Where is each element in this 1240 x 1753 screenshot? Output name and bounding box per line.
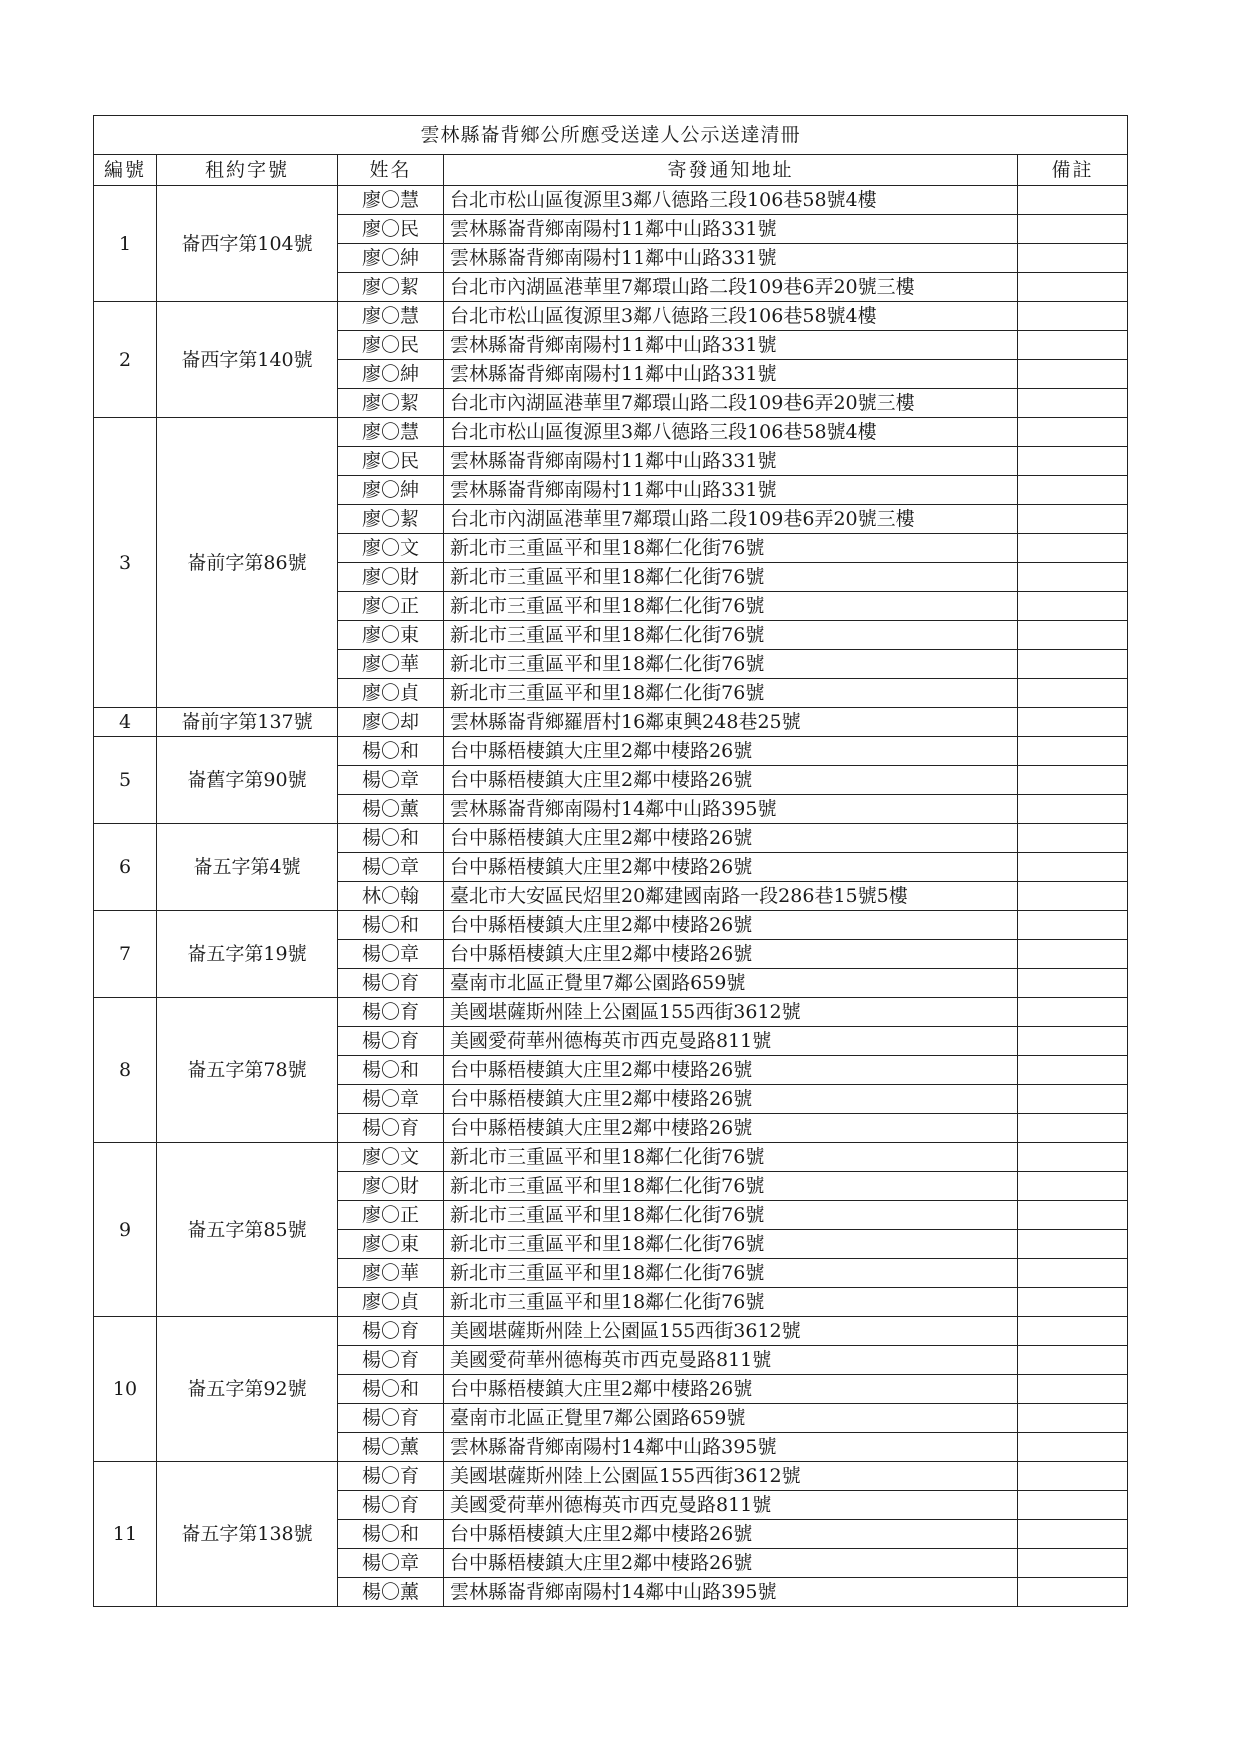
recipient-address: 雲林縣崙背鄉南陽村11鄰中山路331號 — [444, 476, 1018, 505]
recipient-address: 台北市內湖區港華里7鄰環山路二段109巷6弄20號三樓 — [444, 505, 1018, 534]
note-cell — [1018, 824, 1128, 853]
recipient-address: 台中縣梧棲鎮大庄里2鄰中棲路26號 — [444, 853, 1018, 882]
note-cell — [1018, 766, 1128, 795]
recipient-address: 雲林縣崙背鄉南陽村14鄰中山路395號 — [444, 1578, 1018, 1607]
note-cell — [1018, 360, 1128, 389]
note-cell — [1018, 389, 1128, 418]
recipient-address: 美國愛荷華州德梅英市西克曼路811號 — [444, 1027, 1018, 1056]
lease-number: 崙五字第92號 — [157, 1317, 338, 1462]
recipient-address: 臺北市大安區民炤里20鄰建國南路一段286巷15號5樓 — [444, 882, 1018, 911]
note-cell — [1018, 1578, 1128, 1607]
recipient-name: 廖〇絜 — [338, 273, 444, 302]
header-note: 備註 — [1018, 155, 1128, 186]
recipient-address: 美國堪薩斯州陸上公園區155西街3612號 — [444, 1317, 1018, 1346]
note-cell — [1018, 1085, 1128, 1114]
recipient-address: 新北市三重區平和里18鄰仁化街76號 — [444, 1172, 1018, 1201]
note-cell — [1018, 969, 1128, 998]
note-cell — [1018, 737, 1128, 766]
entry-number: 3 — [94, 418, 157, 708]
note-cell — [1018, 1520, 1128, 1549]
lease-number: 崙前字第137號 — [157, 708, 338, 737]
recipient-name: 廖〇文 — [338, 534, 444, 563]
recipient-name: 楊〇和 — [338, 824, 444, 853]
recipient-address: 雲林縣崙背鄉南陽村11鄰中山路331號 — [444, 447, 1018, 476]
note-cell — [1018, 447, 1128, 476]
recipient-name: 廖〇東 — [338, 621, 444, 650]
recipient-name: 楊〇和 — [338, 1520, 444, 1549]
recipient-address: 雲林縣崙背鄉南陽村11鄰中山路331號 — [444, 215, 1018, 244]
note-cell — [1018, 1433, 1128, 1462]
recipient-address: 新北市三重區平和里18鄰仁化街76號 — [444, 534, 1018, 563]
recipient-name: 楊〇章 — [338, 766, 444, 795]
recipient-name: 楊〇章 — [338, 853, 444, 882]
note-cell — [1018, 273, 1128, 302]
note-cell — [1018, 1288, 1128, 1317]
lease-number: 崙舊字第90號 — [157, 737, 338, 824]
recipient-address: 台中縣梧棲鎮大庄里2鄰中棲路26號 — [444, 766, 1018, 795]
note-cell — [1018, 1056, 1128, 1085]
note-cell — [1018, 795, 1128, 824]
recipient-address: 台中縣梧棲鎮大庄里2鄰中棲路26號 — [444, 1375, 1018, 1404]
title-row — [94, 116, 1128, 155]
recipient-name: 楊〇育 — [338, 1114, 444, 1143]
note-cell — [1018, 1143, 1128, 1172]
note-cell — [1018, 331, 1128, 360]
table-row — [94, 1317, 1128, 1346]
lease-number: 崙五字第138號 — [157, 1462, 338, 1607]
recipient-name: 廖〇絜 — [338, 505, 444, 534]
service-register-table — [93, 115, 1128, 1607]
note-cell — [1018, 418, 1128, 447]
note-cell — [1018, 882, 1128, 911]
note-cell — [1018, 621, 1128, 650]
entry-number: 5 — [94, 737, 157, 824]
note-cell — [1018, 534, 1128, 563]
entry-number: 9 — [94, 1143, 157, 1317]
entry-number: 11 — [94, 1462, 157, 1607]
recipient-address: 新北市三重區平和里18鄰仁化街76號 — [444, 650, 1018, 679]
recipient-name: 廖〇華 — [338, 650, 444, 679]
entry-number: 6 — [94, 824, 157, 911]
lease-number: 崙前字第86號 — [157, 418, 338, 708]
entry-number: 8 — [94, 998, 157, 1143]
note-cell — [1018, 679, 1128, 708]
table-row — [94, 737, 1128, 766]
note-cell — [1018, 592, 1128, 621]
recipient-name: 廖〇貞 — [338, 679, 444, 708]
note-cell — [1018, 563, 1128, 592]
header-row — [94, 155, 1128, 186]
recipient-address: 台北市內湖區港華里7鄰環山路二段109巷6弄20號三樓 — [444, 389, 1018, 418]
table-row — [94, 186, 1128, 215]
note-cell — [1018, 1201, 1128, 1230]
recipient-address: 台北市松山區復源里3鄰八德路三段106巷58號4樓 — [444, 418, 1018, 447]
recipient-name: 廖〇慧 — [338, 186, 444, 215]
note-cell — [1018, 1404, 1128, 1433]
note-cell — [1018, 505, 1128, 534]
note-cell — [1018, 911, 1128, 940]
recipient-name: 廖〇正 — [338, 1201, 444, 1230]
recipient-address: 美國愛荷華州德梅英市西克曼路811號 — [444, 1491, 1018, 1520]
recipient-address: 新北市三重區平和里18鄰仁化街76號 — [444, 1259, 1018, 1288]
recipient-name: 廖〇華 — [338, 1259, 444, 1288]
note-cell — [1018, 302, 1128, 331]
recipient-name: 廖〇正 — [338, 592, 444, 621]
header-lease: 租約字號 — [157, 155, 338, 186]
recipient-name: 楊〇和 — [338, 911, 444, 940]
recipient-address: 新北市三重區平和里18鄰仁化街76號 — [444, 1201, 1018, 1230]
recipient-address: 台中縣梧棲鎮大庄里2鄰中棲路26號 — [444, 1114, 1018, 1143]
recipient-name: 楊〇和 — [338, 737, 444, 766]
lease-number: 崙西字第104號 — [157, 186, 338, 302]
note-cell — [1018, 1346, 1128, 1375]
note-cell — [1018, 1549, 1128, 1578]
table-row — [94, 1462, 1128, 1491]
table-row — [94, 911, 1128, 940]
register-body — [94, 186, 1128, 1607]
recipient-address: 美國堪薩斯州陸上公園區155西街3612號 — [444, 998, 1018, 1027]
lease-number: 崙五字第19號 — [157, 911, 338, 998]
recipient-name: 楊〇薰 — [338, 1578, 444, 1607]
recipient-name: 廖〇民 — [338, 447, 444, 476]
note-cell — [1018, 998, 1128, 1027]
note-cell — [1018, 244, 1128, 273]
recipient-address: 台中縣梧棲鎮大庄里2鄰中棲路26號 — [444, 1520, 1018, 1549]
recipient-address: 新北市三重區平和里18鄰仁化街76號 — [444, 1230, 1018, 1259]
note-cell — [1018, 940, 1128, 969]
recipient-name: 廖〇貞 — [338, 1288, 444, 1317]
recipient-address: 台中縣梧棲鎮大庄里2鄰中棲路26號 — [444, 737, 1018, 766]
recipient-address: 雲林縣崙背鄉南陽村14鄰中山路395號 — [444, 1433, 1018, 1462]
note-cell — [1018, 1375, 1128, 1404]
note-cell — [1018, 1172, 1128, 1201]
recipient-name: 楊〇育 — [338, 1317, 444, 1346]
recipient-name: 楊〇和 — [338, 1375, 444, 1404]
note-cell — [1018, 708, 1128, 737]
entry-number: 4 — [94, 708, 157, 737]
recipient-name: 楊〇薰 — [338, 1433, 444, 1462]
recipient-name: 廖〇絜 — [338, 389, 444, 418]
recipient-name: 廖〇財 — [338, 1172, 444, 1201]
recipient-name: 廖〇慧 — [338, 302, 444, 331]
lease-number: 崙西字第140號 — [157, 302, 338, 418]
note-cell — [1018, 1114, 1128, 1143]
note-cell — [1018, 650, 1128, 679]
header-no: 編號 — [94, 155, 157, 186]
recipient-address: 台中縣梧棲鎮大庄里2鄰中棲路26號 — [444, 940, 1018, 969]
recipient-address: 台中縣梧棲鎮大庄里2鄰中棲路26號 — [444, 1056, 1018, 1085]
note-cell — [1018, 1462, 1128, 1491]
entry-number: 7 — [94, 911, 157, 998]
recipient-name: 楊〇育 — [338, 969, 444, 998]
table-row — [94, 998, 1128, 1027]
recipient-address: 雲林縣崙背鄉南陽村11鄰中山路331號 — [444, 244, 1018, 273]
note-cell — [1018, 1027, 1128, 1056]
recipient-name: 廖〇民 — [338, 215, 444, 244]
table-row — [94, 708, 1128, 737]
recipient-address: 雲林縣崙背鄉南陽村11鄰中山路331號 — [444, 331, 1018, 360]
recipient-address: 新北市三重區平和里18鄰仁化街76號 — [444, 1143, 1018, 1172]
recipient-name: 廖〇財 — [338, 563, 444, 592]
recipient-address: 臺南市北區正覺里7鄰公園路659號 — [444, 969, 1018, 998]
lease-number: 崙五字第4號 — [157, 824, 338, 911]
entry-number: 2 — [94, 302, 157, 418]
recipient-address: 臺南市北區正覺里7鄰公園路659號 — [444, 1404, 1018, 1433]
recipient-name: 廖〇却 — [338, 708, 444, 737]
recipient-name: 楊〇育 — [338, 998, 444, 1027]
recipient-name: 楊〇育 — [338, 1462, 444, 1491]
recipient-address: 雲林縣崙背鄉羅厝村16鄰東興248巷25號 — [444, 708, 1018, 737]
recipient-name: 楊〇和 — [338, 1056, 444, 1085]
recipient-name: 楊〇育 — [338, 1404, 444, 1433]
recipient-name: 楊〇章 — [338, 1549, 444, 1578]
note-cell — [1018, 476, 1128, 505]
header-address: 寄發通知地址 — [444, 155, 1018, 186]
recipient-name: 廖〇東 — [338, 1230, 444, 1259]
table-row — [94, 1143, 1128, 1172]
note-cell — [1018, 853, 1128, 882]
recipient-address: 新北市三重區平和里18鄰仁化街76號 — [444, 592, 1018, 621]
entry-number: 10 — [94, 1317, 157, 1462]
recipient-name: 廖〇紳 — [338, 476, 444, 505]
recipient-name: 廖〇慧 — [338, 418, 444, 447]
recipient-address: 台北市松山區復源里3鄰八德路三段106巷58號4樓 — [444, 186, 1018, 215]
recipient-name: 廖〇民 — [338, 331, 444, 360]
note-cell — [1018, 1259, 1128, 1288]
recipient-address: 新北市三重區平和里18鄰仁化街76號 — [444, 679, 1018, 708]
recipient-address: 雲林縣崙背鄉南陽村11鄰中山路331號 — [444, 360, 1018, 389]
recipient-address: 台北市松山區復源里3鄰八德路三段106巷58號4樓 — [444, 302, 1018, 331]
entry-number: 1 — [94, 186, 157, 302]
recipient-name: 廖〇紳 — [338, 360, 444, 389]
recipient-address: 美國愛荷華州德梅英市西克曼路811號 — [444, 1346, 1018, 1375]
lease-number: 崙五字第78號 — [157, 998, 338, 1143]
recipient-name: 楊〇薰 — [338, 795, 444, 824]
recipient-address: 台中縣梧棲鎮大庄里2鄰中棲路26號 — [444, 1085, 1018, 1114]
recipient-name: 廖〇文 — [338, 1143, 444, 1172]
recipient-name: 楊〇育 — [338, 1491, 444, 1520]
note-cell — [1018, 1317, 1128, 1346]
recipient-name: 楊〇章 — [338, 940, 444, 969]
recipient-name: 楊〇章 — [338, 1085, 444, 1114]
recipient-address: 台中縣梧棲鎮大庄里2鄰中棲路26號 — [444, 824, 1018, 853]
recipient-name: 楊〇育 — [338, 1027, 444, 1056]
recipient-name: 林〇翰 — [338, 882, 444, 911]
note-cell — [1018, 1230, 1128, 1259]
recipient-address: 新北市三重區平和里18鄰仁化街76號 — [444, 1288, 1018, 1317]
recipient-address: 新北市三重區平和里18鄰仁化街76號 — [444, 621, 1018, 650]
recipient-name: 楊〇育 — [338, 1346, 444, 1375]
recipient-name: 廖〇紳 — [338, 244, 444, 273]
header-name: 姓名 — [338, 155, 444, 186]
recipient-address: 美國堪薩斯州陸上公園區155西街3612號 — [444, 1462, 1018, 1491]
note-cell — [1018, 1491, 1128, 1520]
recipient-address: 台中縣梧棲鎮大庄里2鄰中棲路26號 — [444, 1549, 1018, 1578]
recipient-address: 新北市三重區平和里18鄰仁化街76號 — [444, 563, 1018, 592]
lease-number: 崙五字第85號 — [157, 1143, 338, 1317]
recipient-address: 台中縣梧棲鎮大庄里2鄰中棲路26號 — [444, 911, 1018, 940]
note-cell — [1018, 186, 1128, 215]
table-row — [94, 302, 1128, 331]
table-row — [94, 824, 1128, 853]
table-row — [94, 418, 1128, 447]
recipient-address: 雲林縣崙背鄉南陽村14鄰中山路395號 — [444, 795, 1018, 824]
page-title: 雲林縣崙背鄉公所應受送達人公示送達清冊 — [94, 116, 1128, 155]
note-cell — [1018, 215, 1128, 244]
recipient-address: 台北市內湖區港華里7鄰環山路二段109巷6弄20號三樓 — [444, 273, 1018, 302]
